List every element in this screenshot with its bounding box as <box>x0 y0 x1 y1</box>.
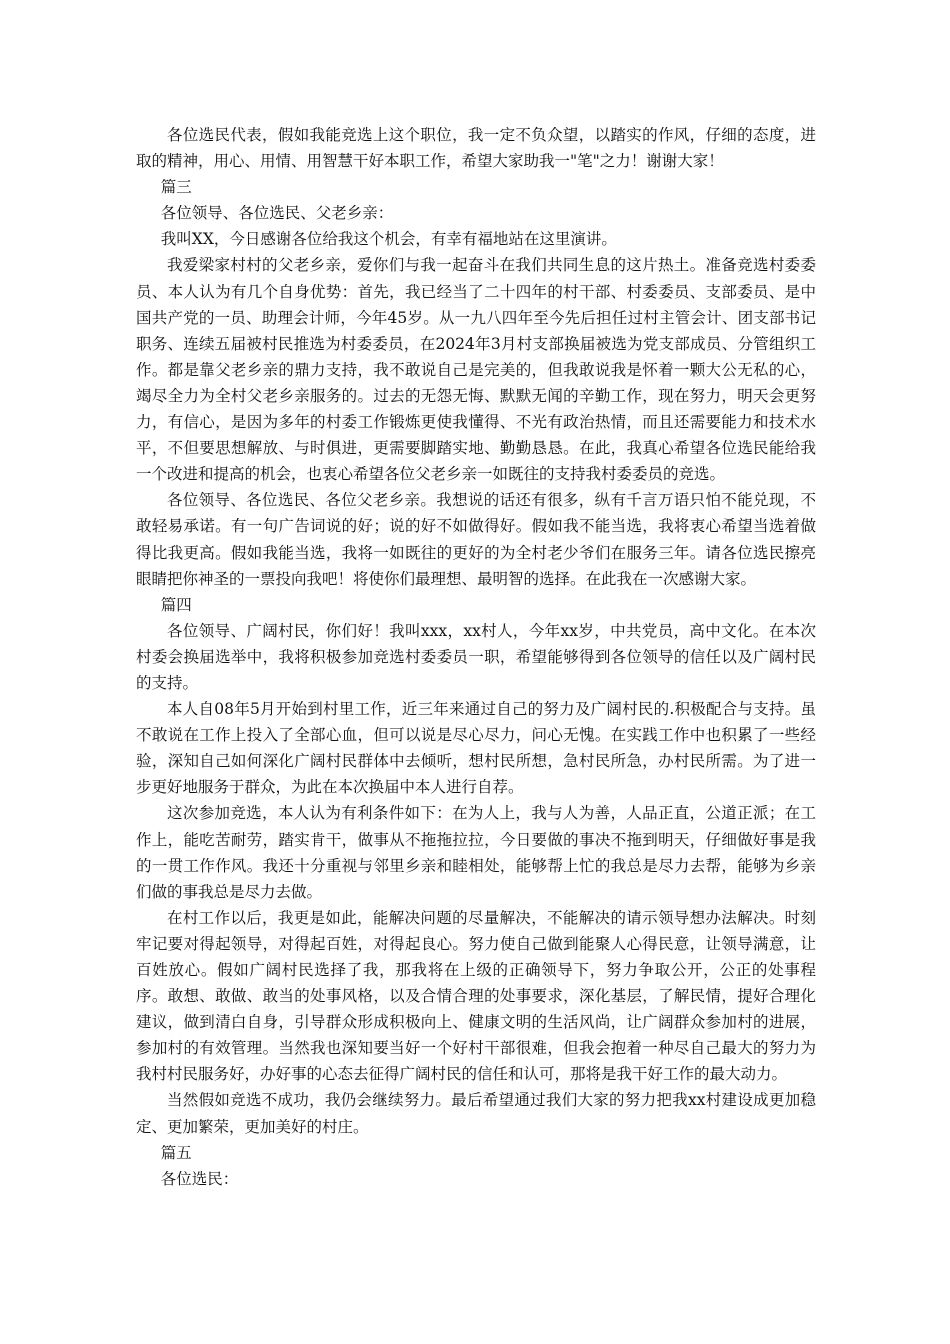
paragraph-closing-hope: 当然假如竞选不成功，我仍会继续努力。最后希望通过我们大家的努力把我xx村建设成更加稳定、更加繁荣，更加美好的村庄。 <box>136 1091 816 1136</box>
paragraph-favorable-conditions: 这次参加竞选，本人认为有利条件如下：在为人上，我与人为善，人品正直，公道正派；在工作上，能吃苦耐劳，踏实肯干，做事从不拖拖拉拉，今日要做的事决不拖到明天，仔细做好事是我的一贯工作作风。我还十分重视与邻里乡亲和睦相处，能够帮上忙的我总是尽力去帮，能够为乡亲们做的事我总是尽力去做。 <box>136 804 816 901</box>
paragraph-qualifications: 我爱梁家村村的父老乡亲，爱你们与我一起奋斗在我们共同生息的这片热土。准备竞选村委委员、本人认为有几个自身优势：首先，我已经当了二十四年的村干部、村委委员、支部委员、是中国共产党的一员、助理会计师，今年45岁。从一九八四年至今先后担任过村主管会计、团支部书记职务、连续五届被村民推选为村委委员，在2024年3月村支部换届被选为党支部成员、分管组织工作。都是靠父老乡亲的鼎力支持，我不敢说自己是完美的，但我敢说我是怀着一颗大公无私的心，竭尽全力为全村父老乡亲服务的。过去的无怨无悔、默默无闻的辛勤工作，现在努力，明天会更努力，有信心，是因为多年的村委工作锻炼更使我懂得、不光有政治热情，而且还需要能力和技术水平，不但要思想解放、与时俱进，更需要脚踏实地、勤勤恳恳。在此，我真心希望各位选民能给我一个改进和提高的机会，也衷心希望各位父老乡亲一如既往的支持我村委委员的竞选。 <box>136 256 816 484</box>
document-page <box>136 122 816 1192</box>
salutation: 各位选民： <box>160 1169 239 1188</box>
section-heading-part-five: 篇五 <box>160 1143 192 1162</box>
section-heading-part-three: 篇三 <box>160 178 192 197</box>
paragraph-appeal-for-votes: 各位领导、各位选民、各位父老乡亲。我想说的话还有很多，纵有千言万语只怕不能兑现，不敢轻易承诺。有一句广告词说的好；说的好不如做得好。假如我不能当选，我将衷心希望当选着做得比我更高。假如我能当选，我将一如既往的更好的为全村老少爷们在服务三年。请各位选民擦亮眼睛把你神圣的一票投向我吧！将使你们最理想、最明智的选择。在此我在一次感谢大家。 <box>136 491 816 588</box>
paragraph-self-introduction: 我叫XX，今日感谢各位给我这个机会，有幸有福地站在这里演讲。 <box>160 230 617 249</box>
paragraph-closing-remarks: 各位选民代表，假如我能竞选上这个职位，我一定不负众望，以踏实的作风，仔细的态度，进取的精神，用心、用情、用智慧干好本职工作，希望大家助我一"笔"之力！谢谢大家！ <box>136 126 816 171</box>
section-heading-part-four: 篇四 <box>160 595 192 614</box>
paragraph-greeting-introduction: 各位领导、广阔村民，你们好！我叫xxx，xx村人，今年xx岁，中共党员，高中文化。在本次村委会换届选举中，我将积极参加竞选村委委员一职，希望能够得到各位领导的信任以及广阔村民的支持。 <box>136 621 816 692</box>
paragraph-work-commitment: 在村工作以后，我更是如此，能解决问题的尽量解决，不能解决的请示领导想办法解决。时刻牢记要对得起领导，对得起百姓，对得起良心。努力使自己做到能聚人心得民意，让领导满意，让百姓放心。假如广阔村民选择了我，那我将在上级的正确领导下，努力争取公开，公正的处事程序。敢想、敢做、敢当的处事风格，以及合情合理的处事要求，深化基层，了解民情，提好合理化建议，做到清白自身，引导群众形成积极向上、健康文明的生活风尚，让广阔群众参加村的进展，参加村的有效管理。当然我也深知要当好一个好村干部很难，但我会抱着一种尽自己最大的努力为我村村民服务好，办好事的心态去征得广阔村民的信任和认可，那将是我干好工作的最大动力。 <box>136 908 816 1084</box>
salutation: 各位领导、各位选民、父老乡亲： <box>160 204 394 223</box>
paragraph-work-experience: 本人自08年5月开始到村里工作，近三年来通过自己的努力及广阔村民的.积极配合与支持。虽不敢说在工作上投入了全部心血，但可以说是尽心尽力，问心无愧。在实践工作中也积累了一些经验，深知自己如何深化广阔村民群体中去倾听，想村民所想，急村民所急，办村民所需。为了进一步更好地服务于群众，为此在本次换届中本人进行自荐。 <box>136 700 816 797</box>
